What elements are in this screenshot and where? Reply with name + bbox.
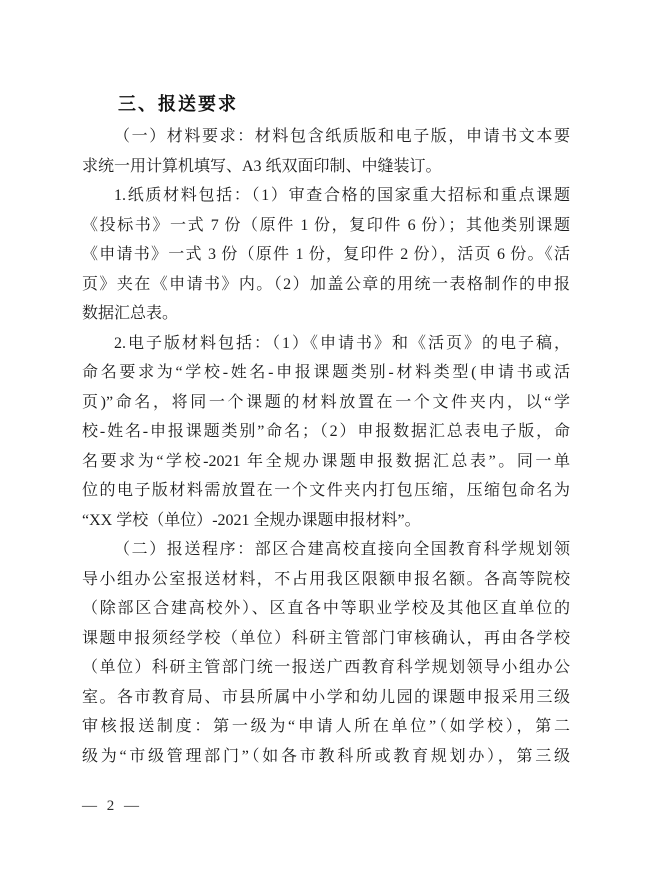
- text-line: 《申请书》一式 3 份（原件 1 份，复印件 2 份），活页 6 份。《活: [82, 246, 570, 263]
- text-line: 页)”命名，将同一个课题的材料放置在一个文件夹内，以“学: [82, 393, 570, 411]
- text-line: 课题申报须经学校（单位）科研主管部门审核确认，再由各学校: [82, 629, 570, 647]
- text-line: 校-姓名-申报课题类别”命名；（2）申报数据汇总表电子版，命: [82, 423, 570, 440]
- text-line: 页》夹在《申请书》内。（2）加盖公章的用统一表格制作的申报: [82, 275, 570, 293]
- text-line: 求统一用计算机填写、A3 纸双面印制、中缝装订。: [82, 157, 442, 175]
- text-line: 2.电子版材料包括：（1）《申请书》和《活页》的电子稿，: [114, 334, 570, 352]
- text-line: （一）材料要求：材料包含纸质版和电子版，申请书文本要: [114, 128, 570, 145]
- section-heading: 三、报送要求: [118, 94, 238, 114]
- text-line: （单位）科研主管部门统一报送广西教育科学规划领导小组办公: [82, 659, 570, 676]
- text-line: “XX 学校（单位）-2021 全规办课题申报材料”。: [82, 511, 421, 529]
- text-line: 名要求为“学校-2021 年全规办课题申报数据汇总表”。同一单: [82, 452, 570, 470]
- text-line: 1.纸质材料包括：（1）审查合格的国家重大招标和重点课题: [114, 187, 570, 204]
- text-line: 导小组办公室报送材料，不占用我区限额申报名额。各高等院校: [82, 570, 570, 588]
- text-line: （二）报送程序：部区合建高校直接向全国教育科学规划领: [114, 541, 570, 558]
- text-line: 室。各市教育局、市县所属中小学和幼儿园的课题申报采用三级: [82, 688, 570, 706]
- text-line: 命名要求为“学校-姓名-申报课题类别-材料类型(申请书或活: [82, 364, 570, 381]
- text-line: 《投标书》一式 7 份（原件 1 份，复印件 6 份）；其他类别课题: [82, 216, 570, 234]
- body-text: [82, 122, 570, 771]
- text-line: 位的电子版材料需放置在一个文件夹内打包压缩，压缩包命名为: [82, 482, 570, 499]
- text-line: 级为“市级管理部门”（如各市教科所或教育规划办），第三级: [82, 747, 570, 765]
- text-line: （除部区合建高校外）、区直各中等职业学校及其他区直单位的: [82, 600, 570, 617]
- text-line: 数据汇总表。: [82, 305, 179, 322]
- page-number: — 2 —: [82, 798, 142, 814]
- text-line: 审核报送制度：第一级为“申请人所在单位”（如学校），第二: [82, 718, 570, 735]
